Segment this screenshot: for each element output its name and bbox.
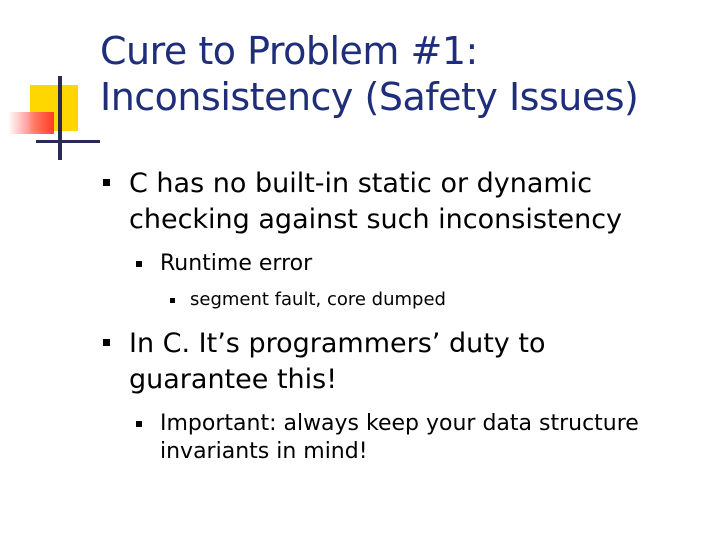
bullet-1-line-2: checking against such inconsistency (129, 204, 623, 235)
bullet-1-1-1 (190, 288, 446, 312)
bullet-1-1 (160, 250, 312, 278)
decor-horizontal-line (36, 140, 100, 143)
bullet-marker (103, 179, 110, 186)
bullet-marker (136, 421, 142, 427)
bullet-marker (170, 298, 175, 303)
slide-title (100, 28, 700, 120)
bullet-2-line-2: guarantee this! (129, 364, 338, 395)
bullet-2-1-line-2: invariants in mind! (160, 439, 368, 464)
corner-decoration (0, 0, 100, 170)
bullet-1-1-line-1: Runtime error (160, 251, 313, 276)
bullet-2-line-1: In C. It’s programmers’ duty to (129, 328, 546, 359)
bullet-1-1-1-line-1: segment fault, core dumped (190, 289, 446, 310)
bullet-1-line-1: C has no built-in static or dynamic (129, 168, 593, 199)
bullet-marker (136, 261, 142, 267)
decor-red-bar (8, 112, 54, 134)
bullet-2-1-line-1: Important: always keep your data structure (160, 411, 639, 436)
bullet-1 (129, 166, 622, 238)
title-line-1: Cure to Problem #1: (100, 29, 478, 73)
bullet-2-1 (160, 410, 639, 466)
bullet-marker (103, 339, 110, 346)
title-line-2: Inconsistency (Safety Issues) (100, 75, 639, 119)
decor-vertical-line (58, 76, 62, 160)
bullet-2 (129, 326, 545, 398)
